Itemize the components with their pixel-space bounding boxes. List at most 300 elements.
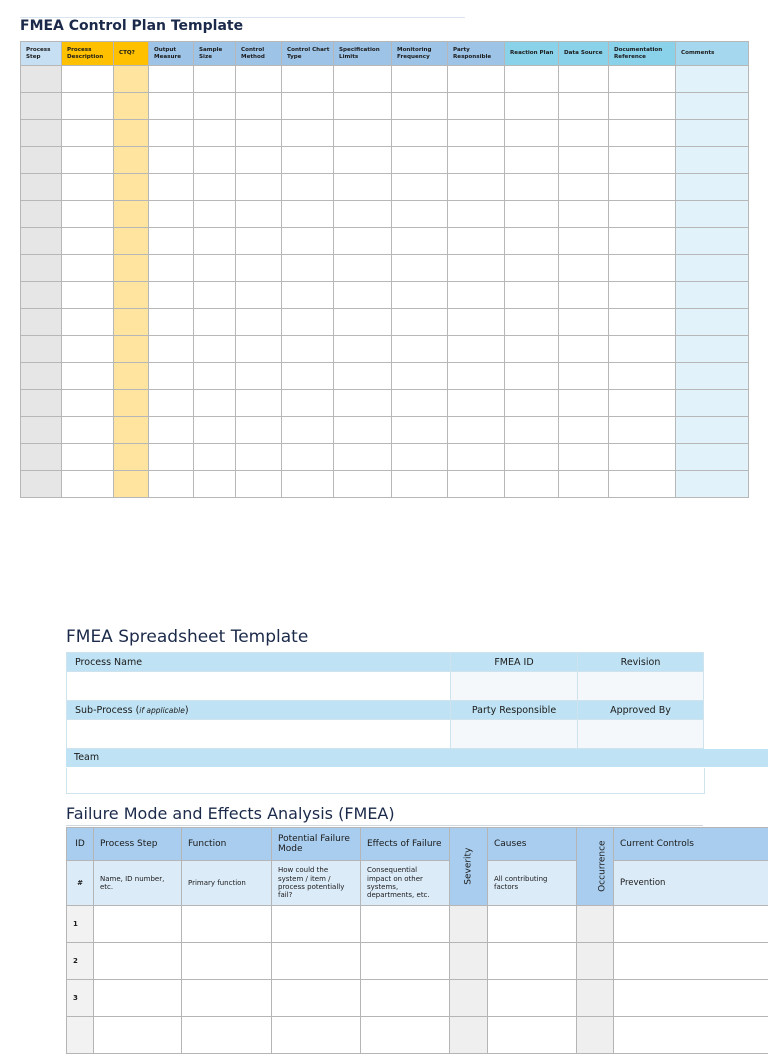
table-cell[interactable]	[114, 228, 149, 255]
team-field[interactable]	[66, 768, 705, 794]
table-cell[interactable]	[114, 147, 149, 174]
table-cell[interactable]	[194, 174, 236, 201]
sub-process-field[interactable]	[67, 720, 451, 749]
table-cell[interactable]	[334, 417, 392, 444]
table-cell[interactable]	[559, 363, 609, 390]
table-cell[interactable]	[559, 93, 609, 120]
table-cell[interactable]	[488, 1017, 577, 1054]
table-cell[interactable]	[236, 282, 282, 309]
table-cell[interactable]	[236, 417, 282, 444]
table-cell[interactable]	[676, 255, 749, 282]
table-cell[interactable]	[62, 309, 114, 336]
table-cell[interactable]	[62, 120, 114, 147]
table-cell[interactable]	[609, 417, 676, 444]
table-cell[interactable]	[577, 980, 614, 1017]
table-cell[interactable]	[114, 309, 149, 336]
table-cell[interactable]	[448, 471, 505, 498]
fmea-id-label: FMEA ID	[451, 653, 578, 672]
table-cell[interactable]	[505, 336, 559, 363]
table-cell[interactable]	[448, 282, 505, 309]
table-cell[interactable]	[614, 1017, 768, 1054]
table-cell[interactable]	[609, 336, 676, 363]
table-cell[interactable]	[272, 943, 361, 980]
table-cell[interactable]	[182, 906, 272, 943]
table-cell[interactable]	[62, 201, 114, 228]
table-cell[interactable]	[392, 66, 448, 93]
table-cell[interactable]	[676, 93, 749, 120]
effects-subheader: Consequential impact on other systems, departments, etc.	[361, 861, 450, 906]
table-cell[interactable]	[559, 147, 609, 174]
process-name-label: Process Name	[67, 653, 451, 672]
table-cell[interactable]	[609, 471, 676, 498]
table-cell[interactable]	[392, 309, 448, 336]
table-cell[interactable]	[609, 228, 676, 255]
table-cell[interactable]	[505, 228, 559, 255]
table-cell[interactable]	[392, 471, 448, 498]
table-cell[interactable]	[676, 228, 749, 255]
table-cell[interactable]	[505, 363, 559, 390]
table-cell[interactable]	[609, 201, 676, 228]
table-cell[interactable]	[505, 120, 559, 147]
table-cell[interactable]	[62, 390, 114, 417]
table-cell[interactable]	[236, 336, 282, 363]
table-cell[interactable]	[609, 363, 676, 390]
table-cell[interactable]	[114, 255, 149, 282]
table-cell[interactable]	[609, 309, 676, 336]
table-cell[interactable]	[149, 282, 194, 309]
table-cell[interactable]	[334, 93, 392, 120]
table-cell[interactable]	[609, 390, 676, 417]
table-cell[interactable]	[448, 120, 505, 147]
table-cell[interactable]	[236, 201, 282, 228]
table-cell[interactable]	[114, 363, 149, 390]
process-step-header: Process Step	[94, 828, 182, 861]
table-cell[interactable]	[282, 282, 334, 309]
table-cell[interactable]	[149, 201, 194, 228]
table-cell[interactable]	[448, 255, 505, 282]
revision-field[interactable]	[578, 672, 704, 701]
table-cell[interactable]	[194, 228, 236, 255]
table-cell[interactable]	[114, 417, 149, 444]
table-cell[interactable]	[448, 93, 505, 120]
table-row	[21, 120, 749, 147]
column-header: Control Chart Type	[282, 42, 334, 66]
table-cell[interactable]	[236, 228, 282, 255]
table-cell[interactable]	[236, 255, 282, 282]
table-cell[interactable]	[272, 1017, 361, 1054]
table-row	[21, 282, 749, 309]
table-cell[interactable]	[676, 309, 749, 336]
table-cell[interactable]	[559, 336, 609, 363]
table-cell[interactable]	[334, 66, 392, 93]
table-cell[interactable]	[236, 93, 282, 120]
column-header: Reaction Plan	[505, 42, 559, 66]
table-cell[interactable]	[194, 255, 236, 282]
table-cell[interactable]	[21, 93, 62, 120]
table-cell[interactable]	[62, 255, 114, 282]
process-name-field[interactable]	[67, 672, 451, 701]
table-cell[interactable]	[114, 282, 149, 309]
table-cell[interactable]	[505, 390, 559, 417]
table-cell[interactable]	[448, 336, 505, 363]
table-cell[interactable]	[149, 336, 194, 363]
table-cell[interactable]	[361, 906, 450, 943]
table-cell[interactable]	[448, 66, 505, 93]
table-cell[interactable]	[577, 943, 614, 980]
table-cell[interactable]	[392, 93, 448, 120]
table-cell[interactable]	[559, 228, 609, 255]
table-cell[interactable]	[334, 363, 392, 390]
table-cell[interactable]	[488, 980, 577, 1017]
table-cell[interactable]	[676, 363, 749, 390]
table-row	[21, 201, 749, 228]
table-cell[interactable]	[505, 66, 559, 93]
table-cell[interactable]	[21, 390, 62, 417]
table-cell[interactable]	[505, 444, 559, 471]
row-id: 2	[67, 943, 94, 980]
table-cell[interactable]	[149, 120, 194, 147]
table-cell[interactable]	[149, 417, 194, 444]
table-cell[interactable]	[272, 906, 361, 943]
id-subheader: #	[67, 861, 94, 906]
table-cell[interactable]	[194, 390, 236, 417]
table-cell[interactable]	[334, 201, 392, 228]
table-cell[interactable]	[182, 1017, 272, 1054]
table-cell[interactable]	[236, 66, 282, 93]
table-cell[interactable]	[21, 120, 62, 147]
table-cell[interactable]	[676, 174, 749, 201]
table-cell[interactable]	[609, 93, 676, 120]
table-cell[interactable]	[114, 471, 149, 498]
table-cell[interactable]	[392, 174, 448, 201]
table-row	[21, 390, 749, 417]
table-cell[interactable]	[448, 444, 505, 471]
table-cell[interactable]	[149, 174, 194, 201]
table-cell[interactable]	[149, 471, 194, 498]
table-cell[interactable]	[282, 255, 334, 282]
table-cell[interactable]	[236, 390, 282, 417]
table-cell[interactable]	[609, 282, 676, 309]
column-header: Documentation Reference	[609, 42, 676, 66]
table-cell[interactable]	[272, 980, 361, 1017]
table-cell[interactable]	[282, 174, 334, 201]
table-cell[interactable]	[194, 309, 236, 336]
table-cell[interactable]	[559, 444, 609, 471]
table-cell[interactable]	[62, 174, 114, 201]
table-cell[interactable]	[149, 147, 194, 174]
table-cell[interactable]	[21, 336, 62, 363]
sub-process-note: if applicable	[139, 706, 185, 715]
failure-mode-header: Potential Failure Mode	[272, 828, 361, 861]
table-cell[interactable]	[361, 980, 450, 1017]
table-row	[21, 147, 749, 174]
table-cell[interactable]	[448, 201, 505, 228]
table-cell[interactable]	[62, 147, 114, 174]
table-cell[interactable]	[609, 255, 676, 282]
table-cell[interactable]	[488, 943, 577, 980]
table-cell[interactable]	[194, 66, 236, 93]
table-cell[interactable]	[149, 66, 194, 93]
table-cell[interactable]	[114, 390, 149, 417]
table-cell[interactable]	[21, 444, 62, 471]
table-cell[interactable]	[559, 417, 609, 444]
table-cell[interactable]	[62, 282, 114, 309]
table-cell[interactable]	[609, 444, 676, 471]
table-cell[interactable]	[236, 444, 282, 471]
table-cell[interactable]	[505, 174, 559, 201]
table-cell[interactable]	[559, 120, 609, 147]
table-cell[interactable]	[236, 471, 282, 498]
table-cell[interactable]	[194, 471, 236, 498]
table-cell[interactable]	[505, 93, 559, 120]
table-cell[interactable]	[282, 417, 334, 444]
table-cell[interactable]	[559, 282, 609, 309]
table-cell[interactable]	[114, 444, 149, 471]
table-cell[interactable]	[62, 444, 114, 471]
approved-by-label: Approved By	[578, 701, 704, 720]
table-cell[interactable]	[21, 228, 62, 255]
table-cell[interactable]	[448, 174, 505, 201]
table-cell[interactable]	[676, 282, 749, 309]
column-header: Sample Size	[194, 42, 236, 66]
table-cell[interactable]	[334, 471, 392, 498]
fmea-id-field[interactable]	[451, 672, 578, 701]
table-cell[interactable]	[182, 980, 272, 1017]
table-cell[interactable]	[505, 201, 559, 228]
table-cell[interactable]	[334, 390, 392, 417]
table-cell[interactable]	[334, 120, 392, 147]
table-cell[interactable]	[392, 120, 448, 147]
table-cell[interactable]	[392, 228, 448, 255]
table-cell[interactable]	[488, 906, 577, 943]
table-cell[interactable]	[676, 120, 749, 147]
table-cell[interactable]	[559, 201, 609, 228]
table-cell[interactable]	[21, 363, 62, 390]
table-cell[interactable]	[676, 66, 749, 93]
table-cell[interactable]	[62, 417, 114, 444]
table-cell[interactable]	[448, 147, 505, 174]
fmea-analysis-table	[66, 827, 768, 1054]
table-cell[interactable]	[149, 309, 194, 336]
table-cell[interactable]	[559, 390, 609, 417]
table-cell[interactable]	[114, 174, 149, 201]
table-cell[interactable]	[21, 471, 62, 498]
table-cell[interactable]	[194, 93, 236, 120]
row-id: 3	[67, 980, 94, 1017]
table-cell[interactable]	[392, 336, 448, 363]
table-cell[interactable]	[282, 309, 334, 336]
table-cell[interactable]	[114, 201, 149, 228]
table-cell[interactable]	[334, 147, 392, 174]
table-cell[interactable]	[282, 444, 334, 471]
table-cell[interactable]	[392, 201, 448, 228]
table-cell[interactable]	[149, 228, 194, 255]
table-cell[interactable]	[114, 66, 149, 93]
table-cell[interactable]	[559, 309, 609, 336]
table-cell[interactable]	[450, 980, 488, 1017]
table-cell[interactable]	[334, 444, 392, 471]
table-cell[interactable]	[21, 255, 62, 282]
table-cell[interactable]	[361, 1017, 450, 1054]
table-cell[interactable]	[505, 147, 559, 174]
table-cell[interactable]	[194, 336, 236, 363]
table-cell[interactable]	[505, 255, 559, 282]
table-cell[interactable]	[21, 66, 62, 93]
table-cell[interactable]	[282, 66, 334, 93]
table-cell[interactable]	[94, 980, 182, 1017]
table-cell[interactable]	[392, 444, 448, 471]
table-cell[interactable]	[282, 471, 334, 498]
table-cell[interactable]	[450, 906, 488, 943]
table-cell[interactable]	[676, 147, 749, 174]
table-cell[interactable]	[21, 147, 62, 174]
table-cell[interactable]	[614, 943, 768, 980]
table-cell[interactable]	[21, 417, 62, 444]
table-cell[interactable]	[559, 471, 609, 498]
table-cell[interactable]	[334, 255, 392, 282]
table-cell[interactable]	[609, 147, 676, 174]
table-cell[interactable]	[236, 363, 282, 390]
table-cell[interactable]	[21, 282, 62, 309]
table-cell[interactable]	[194, 417, 236, 444]
table-cell[interactable]	[392, 282, 448, 309]
table-cell[interactable]	[448, 309, 505, 336]
table-cell[interactable]	[182, 943, 272, 980]
table-cell[interactable]	[676, 336, 749, 363]
table-cell[interactable]	[392, 255, 448, 282]
table-cell[interactable]	[114, 336, 149, 363]
table-cell[interactable]	[614, 906, 768, 943]
table-cell[interactable]	[448, 228, 505, 255]
column-header: CTQ?	[114, 42, 149, 66]
table-cell[interactable]	[62, 471, 114, 498]
table-cell[interactable]	[676, 444, 749, 471]
table-cell[interactable]	[448, 363, 505, 390]
table-cell[interactable]	[62, 66, 114, 93]
table-cell[interactable]	[21, 174, 62, 201]
table-cell[interactable]	[609, 120, 676, 147]
table-cell[interactable]	[392, 147, 448, 174]
team-label-bar	[66, 749, 768, 767]
table-cell[interactable]	[282, 363, 334, 390]
table-cell[interactable]	[62, 93, 114, 120]
approved-by-field[interactable]	[578, 720, 704, 749]
table-cell[interactable]	[609, 66, 676, 93]
table-cell[interactable]	[94, 906, 182, 943]
table-cell[interactable]	[577, 1017, 614, 1054]
table-cell[interactable]	[194, 147, 236, 174]
table-cell[interactable]	[67, 1017, 94, 1054]
table-cell[interactable]	[450, 943, 488, 980]
table-cell[interactable]	[448, 417, 505, 444]
table-cell[interactable]	[194, 444, 236, 471]
control-plan-header-row	[21, 42, 749, 66]
table-cell[interactable]	[609, 174, 676, 201]
failure-mode-subheader: How could the system / item / process potentially fail?	[272, 861, 361, 906]
control-plan-table	[20, 41, 749, 498]
table-cell[interactable]	[334, 309, 392, 336]
table-cell[interactable]	[282, 93, 334, 120]
table-cell[interactable]	[676, 201, 749, 228]
table-cell[interactable]	[236, 174, 282, 201]
table-cell[interactable]	[676, 417, 749, 444]
table-cell[interactable]	[392, 363, 448, 390]
table-cell[interactable]	[114, 120, 149, 147]
sub-process-label: Sub-Process (if applicable)	[67, 701, 451, 720]
table-row	[21, 228, 749, 255]
table-cell[interactable]	[236, 309, 282, 336]
analysis-subheader-row	[67, 861, 768, 906]
table-cell[interactable]	[94, 943, 182, 980]
table-cell[interactable]	[194, 120, 236, 147]
table-cell[interactable]	[676, 471, 749, 498]
table-cell[interactable]	[450, 1017, 488, 1054]
table-cell[interactable]	[236, 120, 282, 147]
table-cell[interactable]	[505, 471, 559, 498]
causes-subheader: All contributing factors	[488, 861, 577, 906]
table-row	[21, 66, 749, 93]
table-cell[interactable]	[282, 336, 334, 363]
table-cell[interactable]	[559, 66, 609, 93]
table-cell[interactable]	[282, 147, 334, 174]
table-cell[interactable]	[21, 309, 62, 336]
table-cell[interactable]	[194, 363, 236, 390]
table-cell[interactable]	[149, 390, 194, 417]
table-cell[interactable]	[505, 282, 559, 309]
table-cell[interactable]	[505, 417, 559, 444]
table-cell[interactable]	[334, 336, 392, 363]
table-cell[interactable]	[577, 906, 614, 943]
table-cell[interactable]	[21, 201, 62, 228]
revision-label: Revision	[578, 653, 704, 672]
table-cell[interactable]	[334, 174, 392, 201]
analysis-title-rule	[66, 825, 703, 826]
table-cell[interactable]	[236, 147, 282, 174]
table-cell[interactable]	[62, 363, 114, 390]
table-cell[interactable]	[614, 980, 768, 1017]
table-cell[interactable]	[559, 255, 609, 282]
table-cell[interactable]	[149, 444, 194, 471]
table-cell[interactable]	[334, 228, 392, 255]
team-label: Team	[66, 752, 99, 763]
table-cell[interactable]	[149, 255, 194, 282]
table-cell[interactable]	[114, 93, 149, 120]
table-cell[interactable]	[194, 282, 236, 309]
party-responsible-field[interactable]	[451, 720, 578, 749]
table-cell[interactable]	[194, 201, 236, 228]
table-cell[interactable]	[282, 390, 334, 417]
table-cell[interactable]	[559, 174, 609, 201]
table-cell[interactable]	[361, 943, 450, 980]
table-cell[interactable]	[392, 390, 448, 417]
table-cell[interactable]	[149, 363, 194, 390]
function-subheader: Primary function	[182, 861, 272, 906]
table-cell[interactable]	[62, 336, 114, 363]
table-cell[interactable]	[149, 93, 194, 120]
table-cell[interactable]	[282, 201, 334, 228]
table-cell[interactable]	[282, 120, 334, 147]
table-cell[interactable]	[334, 282, 392, 309]
table-cell[interactable]	[282, 228, 334, 255]
column-header: Output Measure	[149, 42, 194, 66]
table-cell[interactable]	[94, 1017, 182, 1054]
column-header: Monitoring Frequency	[392, 42, 448, 66]
table-cell[interactable]	[505, 309, 559, 336]
table-cell[interactable]	[392, 417, 448, 444]
table-cell[interactable]	[676, 390, 749, 417]
table-cell[interactable]	[448, 390, 505, 417]
table-cell[interactable]	[62, 228, 114, 255]
